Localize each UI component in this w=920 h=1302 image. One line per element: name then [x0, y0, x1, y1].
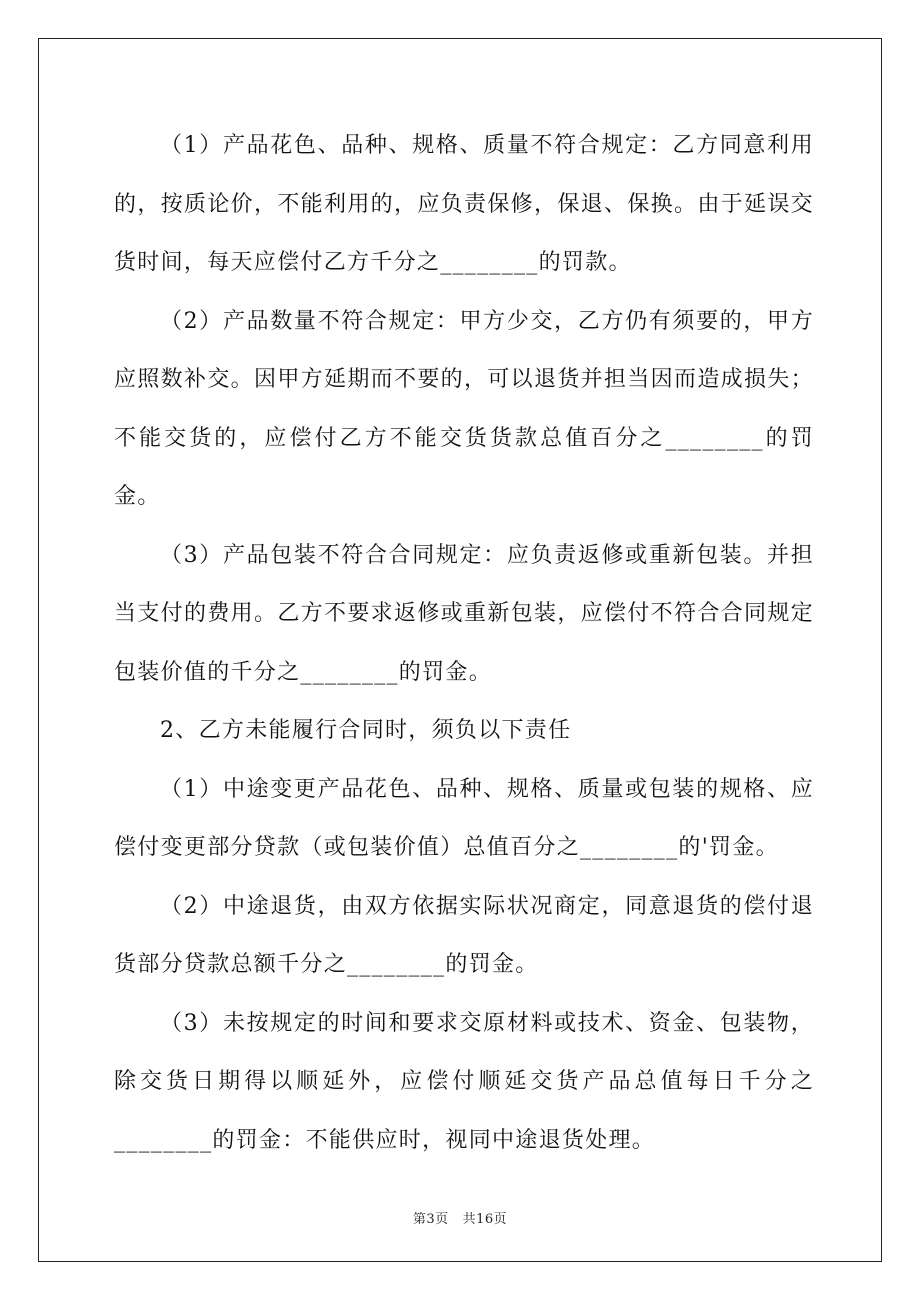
page-total: 共16页: [462, 1212, 508, 1227]
page-number: 第3页: [412, 1212, 449, 1227]
paragraph-3: （3）产品包装不符合合同规定：应负责返修或重新包装。并担当支付的费用。乙方不要求返修或重新包装，应偿付不符合合同规定包装价值的千分之________的罚金。: [114, 542, 814, 685]
paragraph-1: （1）产品花色、品种、规格、质量不符合规定：乙方同意利用的，按质论价，不能利用的，应负责保修，保退、保换。由于延误交货时间，每天应偿付乙方千分之________的罚款。: [114, 133, 814, 275]
paragraph-7: （3）未按规定的时间和要求交原材料或技术、资金、包装物，除交货日期得以顺延外，应偿付顺延交货产品总值每日千分之________的罚金：不能供应时，视同中途退货处理。: [114, 1010, 814, 1153]
paragraph-2: （2）产品数量不符合规定：甲方少交，乙方仍有须要的，甲方应照数补交。因甲方延期而不要的，可以退货并担当因而造成损失；不能交货的，应偿付乙方不能交货货款总值百分之________的罚金。: [114, 308, 814, 509]
paragraph-6: （2）中途退货，由双方依据实际状况商定，同意退货的偿付退货部分贷款总额千分之________的罚金。: [114, 893, 814, 977]
page-footer: [0, 1208, 920, 1227]
section-heading-2: 2、乙方未能履行合同时，须负以下责任: [160, 718, 572, 743]
paragraph-5: （1）中途变更产品花色、品种、规格、质量或包装的规格、应偿付变更部分贷款（或包装价值）总值百分之________的'罚金。: [114, 776, 814, 860]
document-body: [114, 117, 814, 1170]
